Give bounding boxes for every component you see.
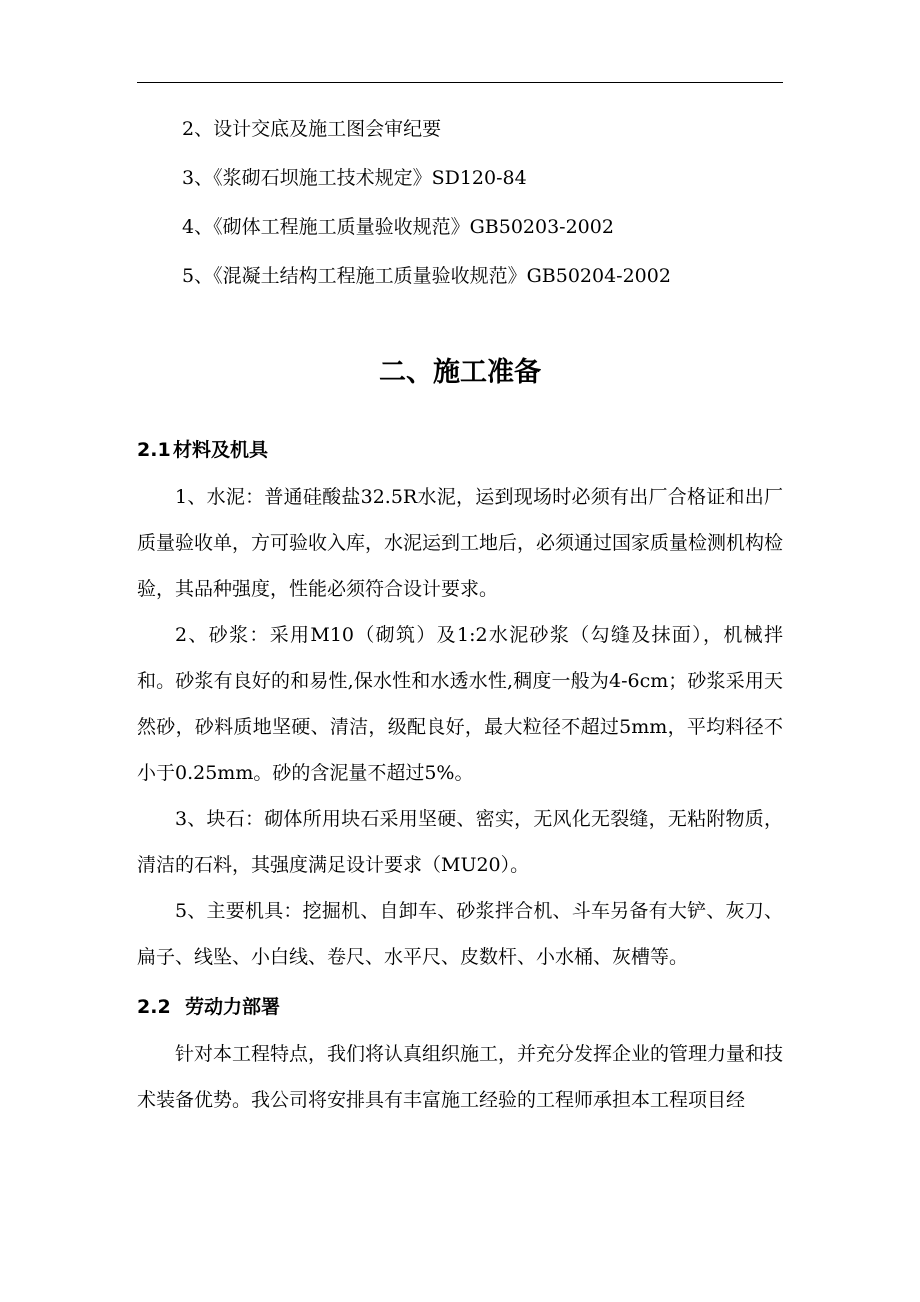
subsection-number: 2.2 [137, 996, 171, 1018]
section-title: 二、施工准备 [379, 357, 541, 388]
paragraph-labor: 针对本工程特点，我们将认真组织施工，并充分发挥企业的管理力量和技术装备优势。我公司将安排具有丰富施工经验的工程师承担本工程项目经 [137, 1043, 784, 1111]
paragraph-cement: 1、水泥：普通硅酸盐32.5R水泥，运到现场时必须有出厂合格证和出厂质量验收单，方可验收入库，水泥运到工地后，必须通过国家质量检测机构检验，其品种强度，性能必须符合设计要求。 [137, 486, 784, 600]
subsection-number: 2.1 [137, 439, 171, 461]
header-rule [137, 82, 783, 83]
subsection-title: 材料及机具 [173, 439, 269, 461]
reference-list [137, 117, 783, 288]
reference-item: 2、设计交底及施工图会审纪要 [182, 118, 442, 140]
paragraph-stone: 3、块石：砌体所用块石采用坚硬、密实，无风化无裂缝，无粘附物质，清洁的石料，其强度满足设计要求（MU20）。 [137, 808, 783, 876]
reference-item: 5、《混凝土结构工程施工质量验收规范》GB50204-2002 [182, 265, 671, 287]
paragraph-mortar: 2、砂浆：采用M10（砌筑）及1:2水泥砂浆（勾缝及抹面），机械拌和。砂浆有良好的和易性,保水性和水透水性,稠度一般为4-6cm；砂浆采用天然砂，砂料质地坚硬、清洁，级配良好，最大粒径不超过5mm，平均料径不小于0.25mm。砂的含泥量不超过5%。 [137, 624, 783, 784]
subsection-heading-materials [137, 438, 783, 462]
reference-item: 3、《浆砌石坝施工技术规定》SD120-84 [182, 167, 527, 189]
subsection-heading-labor [137, 995, 783, 1019]
reference-item: 4、《砌体工程施工质量验收规范》GB50203-2002 [182, 216, 614, 238]
document-body [137, 117, 783, 1123]
paragraph-machinery: 5、主要机具：挖掘机、自卸车、砂浆拌合机、斗车另备有大铲、灰刀、扁子、线坠、小白线、卷尺、水平尺、皮数杆、小水桶、灰槽等。 [137, 900, 783, 968]
subsection-title: 劳动力部署 [185, 996, 281, 1018]
